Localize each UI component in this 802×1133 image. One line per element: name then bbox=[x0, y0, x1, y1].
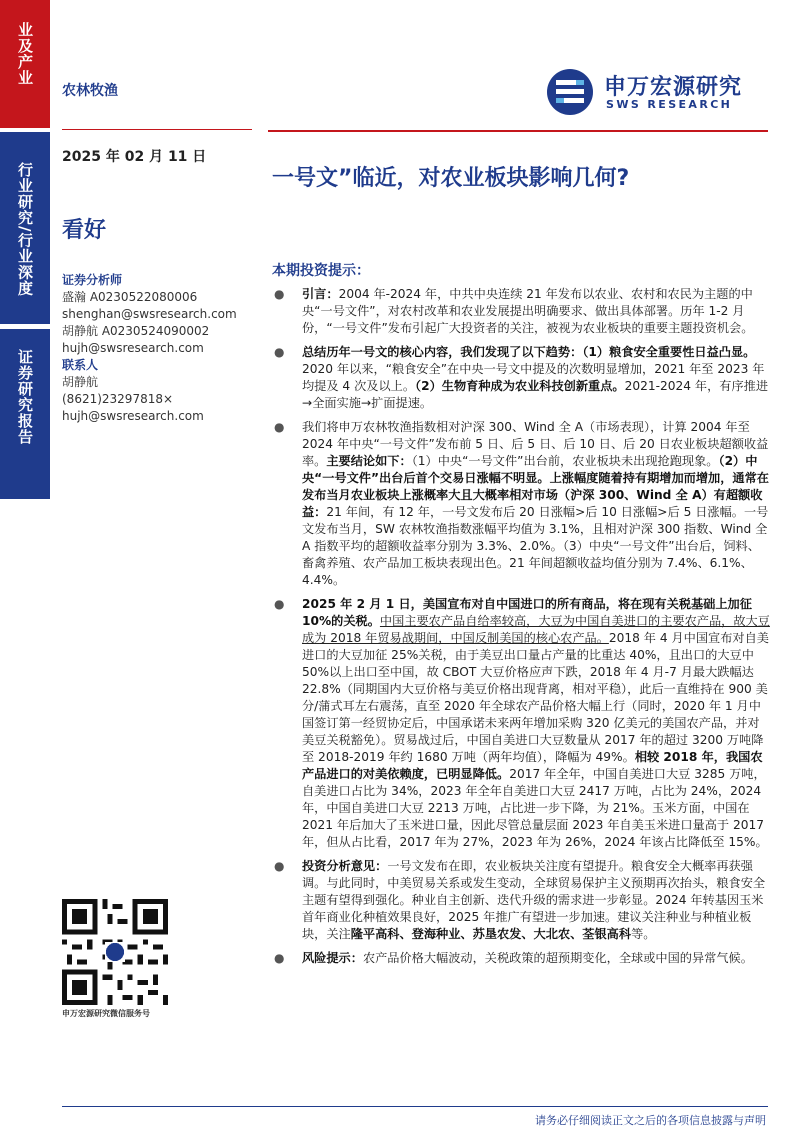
report-date: 2025 年 02 月 11 日 bbox=[62, 149, 207, 165]
footer-rule bbox=[62, 1106, 768, 1107]
disclaimer[interactable]: 请务必仔细阅读正文之后的各项信息披露与声明 bbox=[535, 1114, 766, 1127]
intro-text: 2004 年-2024 年，中共中央连续 21 年发布以农业、农村和农民为主题的中央“一号文件”，对农村改革和农业发展提出明确要求、做出具体部署。历年 1-2 月份，“一号文件”发布引起广大投资者的关注，被视为农业板块的重要主题投资机会。 bbox=[302, 287, 754, 335]
side-tab-report bbox=[0, 329, 50, 499]
trends-lead: 总结历年一号文的核心内容，我们发现了以下趋势：（1）粮食安全重要性日益凸显。 bbox=[302, 345, 756, 359]
contact-name: 胡静航 bbox=[62, 375, 99, 389]
side-tab-research-type bbox=[0, 132, 50, 324]
sws-logo-icon bbox=[546, 68, 594, 116]
trends-text2: 2021-2024 年，有序推进→全面实施→扩面提速。 bbox=[302, 379, 769, 410]
paragraph-risk bbox=[270, 950, 770, 967]
side-tab-research-type-label: 行业研究/行业深度 bbox=[16, 162, 34, 297]
analyst2-name-id: 胡静航 A0230524090002 bbox=[62, 324, 210, 338]
intro-lead: 引言： bbox=[302, 287, 339, 301]
bullet-icon: ● bbox=[274, 345, 285, 359]
bullet-icon: ● bbox=[274, 597, 285, 611]
trends-text1: 2020 年以来，“粮食安全”在中央一号文中提及的次数明显增加，2021 年至 2023 年均提及 4 次及以上。 bbox=[302, 362, 765, 393]
paragraph-intro bbox=[270, 286, 770, 337]
contact-header: 联系人 bbox=[62, 358, 99, 372]
market-text2: （1）中央“一号文件”出台前，农业板块未出现抢跑现象。 bbox=[411, 454, 719, 468]
advice-text: 一号文发布在即，农业板块关注度有望提升。粮食安全大概率再获强调。与此同时，中美贸易关系或发生变动，全球贸易保护主义预期再次抬头，粮食安全主题有望得到强化。种业自主创新、迭代升级的需求进一步彰显。2024 年转基因玉米首年商业化种植效果良好，2025 年推广有望进一步加速。建议关注种业与种植业板块，关注 bbox=[302, 859, 766, 941]
tariff-text1: 2018 年 4 月中国宣布对自美进口的大豆加征 25%关税，由于美豆出口量占产量的比重达 40%，且出口的大豆中 50%以上出口至中国，故 CBOT 大豆价格应声下跌，2018 年 4 月-7 月最大跌幅达 22.8%（同期国内大豆价格与美豆价格出现背离，相对平稳），此后一直维持在 900 美分/蒲式耳左右震荡，直至 2020 年全球农产品价格大幅上行（同时，2020 年 1 月中国签订第一经贸协定后，中国承诺未来两年增加采购 320 亿美元的美国农产品，并对美豆关税豁免）。贸易战过后，中国自美进口大豆数量从 2017 年的超过 3200 万吨降至 2018-2019 年约 1680 万吨（两年均值），降幅为 49%。 bbox=[302, 631, 769, 764]
analyst1-email[interactable]: shenghan@swsresearch.com bbox=[62, 307, 237, 321]
market-bold1: 主要结论如下： bbox=[326, 454, 412, 468]
paragraph-tariff bbox=[270, 596, 770, 851]
wechat-qr-code bbox=[62, 899, 168, 1005]
paragraph-investment-advice bbox=[270, 858, 770, 943]
advice-lead: 投资分析意见： bbox=[302, 859, 388, 873]
bullet-icon: ● bbox=[274, 951, 285, 965]
logo-chinese-text: 申万宏源研究 bbox=[604, 75, 743, 100]
trends-bold2: （2）生物育种成为农业科技创新重点。 bbox=[415, 379, 625, 393]
advice-tail: 等。 bbox=[631, 927, 656, 941]
bullet-icon: ● bbox=[274, 287, 285, 301]
rating: 看好 bbox=[62, 218, 107, 243]
sector-label: 农林牧渔 bbox=[62, 83, 118, 99]
analyst-header: 证券分析师 bbox=[62, 273, 123, 287]
header-rule-left bbox=[62, 129, 252, 130]
bullet-icon: ● bbox=[274, 420, 285, 434]
contacts-block bbox=[62, 272, 257, 425]
side-tab-industry bbox=[0, 0, 50, 128]
tariff-underlined: 中国主要农产品自给率较高，大豆为中国自美进口的主要农产品，故大豆成为 2018 年贸易战期间，中国反制美国的核心农产品。 bbox=[302, 614, 770, 645]
report-title: 一号文”临近，对农业板块影响几何? bbox=[272, 166, 630, 191]
paragraph-trends bbox=[270, 344, 770, 412]
market-bold2: （2）中央“一号文件”出台后首个交易日涨幅不明显。上涨幅度随着持有期增加而增加，通常在发布当月农业板块上涨概率大且大概率相对市场（沪深 300、Wind 全 A）有超额收益： bbox=[302, 454, 769, 519]
qr-caption: 申万宏源研究微信服务号 bbox=[62, 1009, 150, 1018]
risk-lead: 风险提示： bbox=[302, 951, 363, 965]
market-text3: 21 年间，有 12 年，一号文发布后 20 日涨幅>后 10 日涨幅>后 5 日涨幅。一号文发布当月，SW 农林牧渔指数涨幅平均值为 3.1%，且相对沪深 300 指数、Wind 全 A 指数平均的超额收益率分别为 3.3%、2.0%。（3）中央“一号文件”出台后，饲料、畜禽养殖、农产品加工板块表现出色。21 年间超额收益均值分别为 7.4%、6.1%、4.4%。 bbox=[302, 505, 769, 587]
tariff-bold1: 2025 年 2 月 1 日，美国宣布对自中国进口的所有商品，将在现有关税基础上加征 10%的关税。 bbox=[302, 597, 752, 628]
header-rule-right bbox=[268, 130, 768, 132]
contact-phone: (8621)23297818× bbox=[62, 392, 174, 406]
market-text1: 我们将申万农林牧渔指数相对沪深 300、Wind 全 A（市场表现），计算 2004 年至 2024 年中央“一号文件”发布前 5 日、后 5 日、后 10 日、后 20 日农业板块超额收益率。 bbox=[302, 420, 769, 468]
sws-logo bbox=[546, 68, 766, 118]
side-tab-report-label: 证券研究报告 bbox=[16, 349, 34, 445]
logo-english-text: SWS RESEARCH bbox=[606, 98, 733, 111]
side-tab-industry-label: 业及产业 bbox=[16, 22, 34, 86]
analyst2-email[interactable]: hujh@swsresearch.com bbox=[62, 341, 204, 355]
advice-stocks: 隆平高科、登海种业、苏垦农发、大北农、荃银高科 bbox=[350, 927, 632, 941]
analyst1-name-id: 盛瀚 A0230522080006 bbox=[62, 290, 198, 304]
paragraph-market-performance bbox=[270, 419, 770, 589]
contact-email[interactable]: hujh@swsresearch.com bbox=[62, 409, 204, 423]
bullet-icon: ● bbox=[274, 859, 285, 873]
tariff-text2: 2017 年全年，中国自美进口大豆 3285 万吨，自美进口占比为 34%，2023 年全年自美进口大豆 2417 万吨，占比为 24%，2024 年，中国自美进口大豆 2213 万吨，占比进一步下降，为 21%。玉米方面，中国在 2021 年后加大了玉米进口量，因此尽管总量层面 2023 年自美玉米进口量高于 2017 年，但从占比看，2017 年为 27%，2023 年为 26%，2024 年该占比降低至 15%。 bbox=[302, 767, 768, 849]
tariff-bold2: 相较 2018 年，我国农产品进口的对美依赖度，已明显降低。 bbox=[302, 750, 763, 781]
investment-tips bbox=[270, 286, 770, 974]
risk-text: 农产品价格大幅波动，关税政策的超预期变化，全球或中国的异常气候。 bbox=[362, 951, 753, 965]
section-heading: 本期投资提示： bbox=[272, 263, 370, 279]
